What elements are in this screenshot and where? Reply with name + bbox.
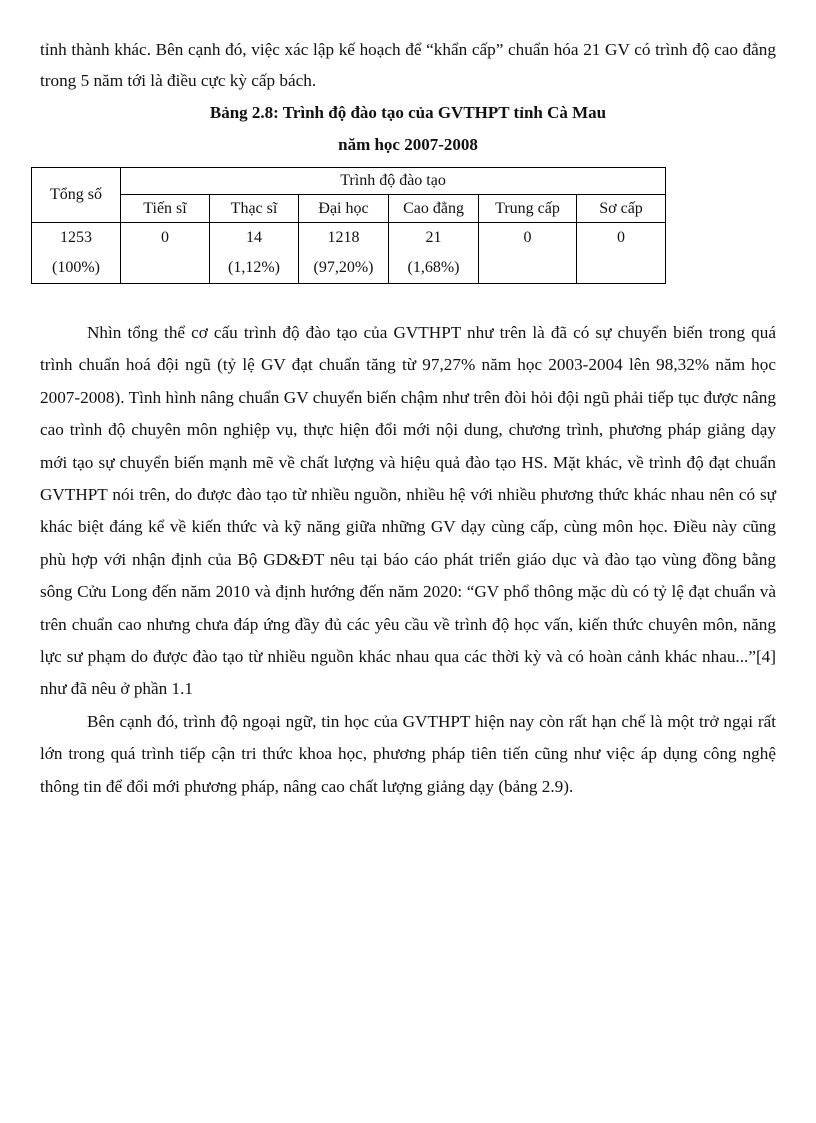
table-cell	[299, 223, 389, 284]
table-cell	[32, 223, 121, 284]
column-header: Thạc sĩ	[210, 195, 299, 223]
column-header: Đại học	[299, 195, 389, 223]
intro-text: tỉnh thành khác. Bên cạnh đó, việc xác lập kế hoạch để “khẩn cấp” chuẩn hóa 21 GV có trình độ cao đẳng trong 5 năm tới là điều cực kỳ cấp bách.	[40, 40, 776, 90]
body-paragraph: Bên cạnh đó, trình độ ngoại ngữ, tin học của GVTHPT hiện nay còn rất hạn chế là một trở ngại rất lớn trong quá trình tiếp cận tri thức khoa học, phương pháp tiên tiến cũng như việc áp dụng công nghệ thông tin để đổi mới phương pháp, nâng cao chất lượng giảng dạy (bảng 2.9).	[40, 711, 776, 796]
table-caption-title: Bảng 2.8: Trình độ đào tạo của GVTHPT tỉnh Cà Mau	[209, 103, 607, 122]
cell-value: 0	[617, 229, 626, 246]
cell-percent: (100%)	[52, 259, 100, 276]
cell-percent: (1,68%)	[407, 259, 460, 276]
body-paragraph: Nhìn tổng thể cơ cấu trình độ đào tạo của GVTHPT như trên là đã có sự chuyển biến trong quá trình chuẩn hoá đội ngũ (tỷ lệ GV đạt chuẩn tăng từ 97,27% năm học 2003-2004 lên 98,32% năm học 2007-2008). Tình hình nâng chuẩn GV chuyển biến chậm như trên đòi hỏi đội ngũ phải tiếp tục được nâng cao trình độ chuyên môn nghiệp vụ, thực hiện đổi mới nội dung, chương trình, phương pháp giảng dạy mới tạo sự chuyển biến mạnh mẽ về chất lượng và hiệu quả đào tạo HS. Mặt khác, về trình độ đạt chuẩn GVTHPT nói trên, do được đào tạo từ nhiều nguồn, nhiều hệ với nhiều phương thức khác nhau nên có sự khác biệt đáng kể về kiến thức và kỹ năng giữa những GV dạy cùng cấp, cùng môn học. Điều này cũng phù hợp với nhận định của Bộ GD&ĐT nêu tại báo cáo phát triển giáo dục và đào tạo vùng đồng bằng sông Cửu Long đến năm 2010 và định hướng đến năm 2020: “GV phổ thông mặc dù có tỷ lệ đạt chuẩn và trên chuẩn cao nhưng chưa đáp ứng đầy đủ các yêu cầu về trình độ học vấn, kiến thức chuyên môn, năng lực sư phạm do được đào tạo từ nhiều nguồn khác nhau qua các thời kỳ và có hoàn cảnh khác nhau...”[4] như đã nêu ở phần 1.1	[40, 323, 776, 699]
cell-value: 1253	[60, 229, 92, 246]
table-cell	[389, 223, 479, 284]
body-text	[40, 317, 776, 803]
table-header-row	[32, 168, 666, 195]
cell-value: 1218	[327, 229, 360, 246]
cell-value: 14	[246, 229, 262, 246]
intro-paragraph	[40, 34, 776, 96]
cell-percent: (1,12%)	[228, 259, 280, 276]
column-header: Trung cấp	[479, 195, 577, 223]
cell-value: 0	[161, 229, 169, 246]
cell-value: 0	[523, 229, 532, 246]
table-subheader-row	[32, 195, 666, 223]
column-header: Tiến sĩ	[121, 195, 210, 223]
cell-percent: (97,20%)	[313, 259, 374, 276]
table-cell	[479, 223, 577, 284]
table-cell	[577, 223, 666, 284]
training-level-table	[31, 167, 666, 284]
table-cell	[121, 223, 210, 284]
cell-value: 21	[425, 229, 442, 246]
table-row	[32, 223, 666, 284]
column-header: Sơ cấp	[577, 195, 666, 223]
total-header-cell: Tổng số	[32, 168, 121, 223]
column-header: Cao đẳng	[389, 195, 479, 223]
table-cell	[210, 223, 299, 284]
group-header-cell: Trình độ đào tạo	[121, 168, 666, 195]
table-caption-year: năm học 2007-2008	[338, 135, 478, 154]
